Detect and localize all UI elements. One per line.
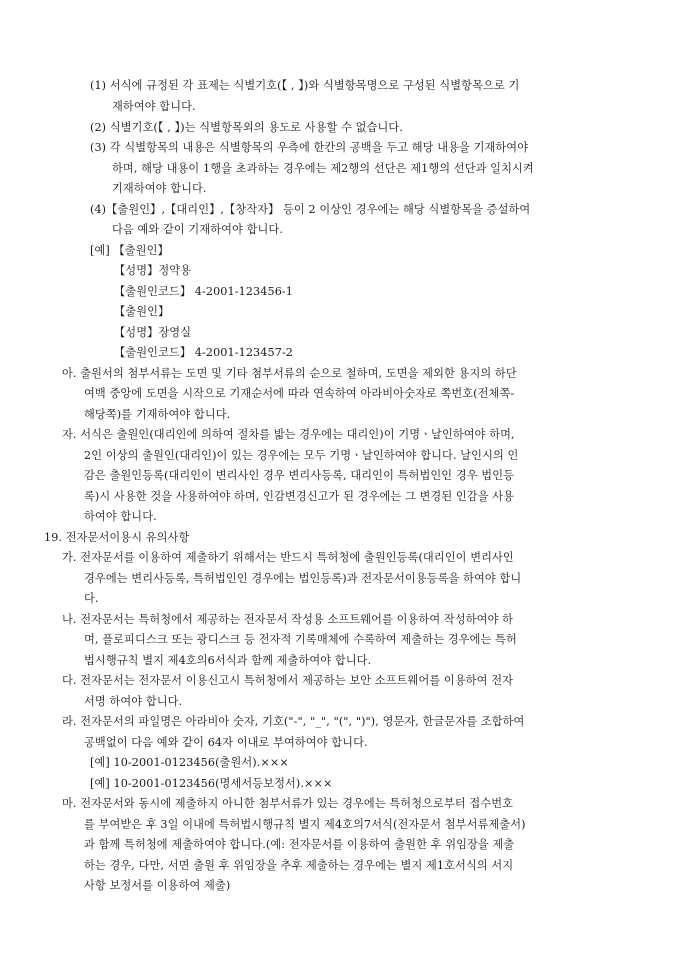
example-line: 【성명】정약용 [114,264,192,277]
example-line: 【출원인코드】 4-2001-123456-1 [114,285,294,298]
item-ja-line-4: 록)시 사용한 것을 사용하여야 하며, 인감변경신고가 된 경우에는 그 변경된 인감을 사용 [84,490,515,503]
item-3-line-1: (3) 각 식별항목의 내용은 식별항목의 우측에 한칸의 공백을 두고 해당 내용을 기재하여야 [90,141,529,154]
item-ah-line-3: 해당쪽)를 기재하여야 합니다. [84,408,231,421]
filename-example-2: [예] 10-2001-0123456(명세서등보정서).××× [90,777,333,790]
item-4-line-1: (4)【출원인】,【대리인】,【창작자】 등이 2 이상인 경우에는 해당 식별항목을 증설하여 [90,203,531,216]
filename-example-1: [예] 10-2001-0123456(출원서).××× [90,756,289,769]
item-3-line-3: 기재하여야 합니다. [112,182,207,195]
section-19-title: 19. 전자문서이용시 유의사항 [44,531,190,544]
item-na-line-2: 며, 플로피디스크 또는 광디스크 등 전자적 기록매체에 수록하여 제출하는 경우에는 특허 [84,633,517,646]
item-da-line-2: 서명 하여야 합니다. [84,695,183,708]
example-line: 【성명】장영실 [114,326,192,339]
example-line: 【출원인코드】 4-2001-123457-2 [114,346,294,359]
item-ja-line-5: 하여야 합니다. [84,510,157,523]
item-ma-line-2: 를 부여받은 후 3일 이내에 특허법시행규칙 별지 제4호의7서식(전자문서 첨부서류제출서) [84,818,526,831]
item-ga-line-3: 다. [84,592,99,605]
example-heading: [예] 【출원인】 [90,244,169,257]
item-ga-line-1: 가. 전자문서를 이용하여 제출하기 위해서는 반드시 특허청에 출원인등록(대리인이 변리사인 [62,551,514,564]
item-2-line: (2) 식별기호(【 , 】)는 식별항목외의 용도로 사용할 수 없습니다. [90,121,403,134]
item-ja-line-3: 감은 출원인등록(대리인이 변리사인 경우 변리사등록, 대리인이 특허법인인 경우 법인등 [84,469,515,482]
item-1-line-1: (1) 서식에 규정된 각 표제는 식별기호(【 , 】)와 식별항목명으로 구성된 식별항목으로 기 [90,79,520,92]
item-ah-line-2: 여백 중앙에 도면을 시작으로 기재순서에 따라 연속하여 아라비아숫자로 쪽번호(전체쪽- [84,387,515,400]
item-ma-line-5: 사항 보정서를 이용하여 제출) [84,879,231,892]
item-ra-line-2: 공백없이 다음 예와 같이 64자 이내로 부여하여야 합니다. [84,736,368,749]
item-ma-line-3: 과 함께 특허청에 제출하여야 합니다.(예: 전자문서를 이용하여 출원한 후 위임장을 제출 [84,838,515,851]
item-ma-line-4: 하는 경우, 다만, 서면 출원 후 위임장을 추후 제출하는 경우에는 별지 제1호서식의 서지 [84,859,514,872]
item-3-line-2: 하며, 해당 내용이 1행을 초과하는 경우에는 제2행의 선단은 제1행의 선단과 일치시켜 [112,162,534,175]
item-ga-line-2: 경우에는 변리사등록, 특허법인인 경우에는 법인등록)과 전자문서이용등록을 하여야 합니 [84,572,522,585]
example-line: 【출원인】 [114,305,170,318]
item-ja-line-1: 자. 서식은 출원인(대리인에 의하여 절차를 밟는 경우에는 대리인)이 기명ㆍ날인하여야 하며, [62,428,515,441]
item-ra-line-1: 라. 전자문서의 파일명은 아라비아 숫자, 기호("-", "_", "(", ")"), 영문자, 한글문자를 조합하여 [62,715,525,728]
item-na-line-3: 법시행규칙 별지 제4호의6서식과 함께 제출하여야 합니다. [84,654,372,667]
item-ja-line-2: 2인 이상의 출원인(대리인)이 있는 경우에는 모두 기명ㆍ날인하여야 합니다. 날인시의 인 [84,449,519,462]
item-1-line-2: 재하여야 합니다. [112,100,196,113]
item-na-line-1: 나. 전자문서는 특허청에서 제공하는 전자문서 작성용 소프트웨어를 이용하여 작성하여야 하 [62,613,514,626]
item-ma-line-1: 마. 전자문서와 동시에 제출하지 아니한 첨부서류가 있는 경우에는 특허청으로부터 접수번호 [62,797,514,810]
item-da-line-1: 다. 전자문서는 전자문서 이용신고시 특허청에서 제공하는 보안 소프트웨어를 이용하여 전자 [62,674,514,687]
item-4-line-2: 다음 예와 같이 기재하여야 합니다. [112,223,283,236]
item-ah-line-1: 아. 출원서의 첨부서류는 도면 및 기타 첨부서류의 순으로 철하며, 도면을 제외한 용지의 하단 [62,367,517,380]
